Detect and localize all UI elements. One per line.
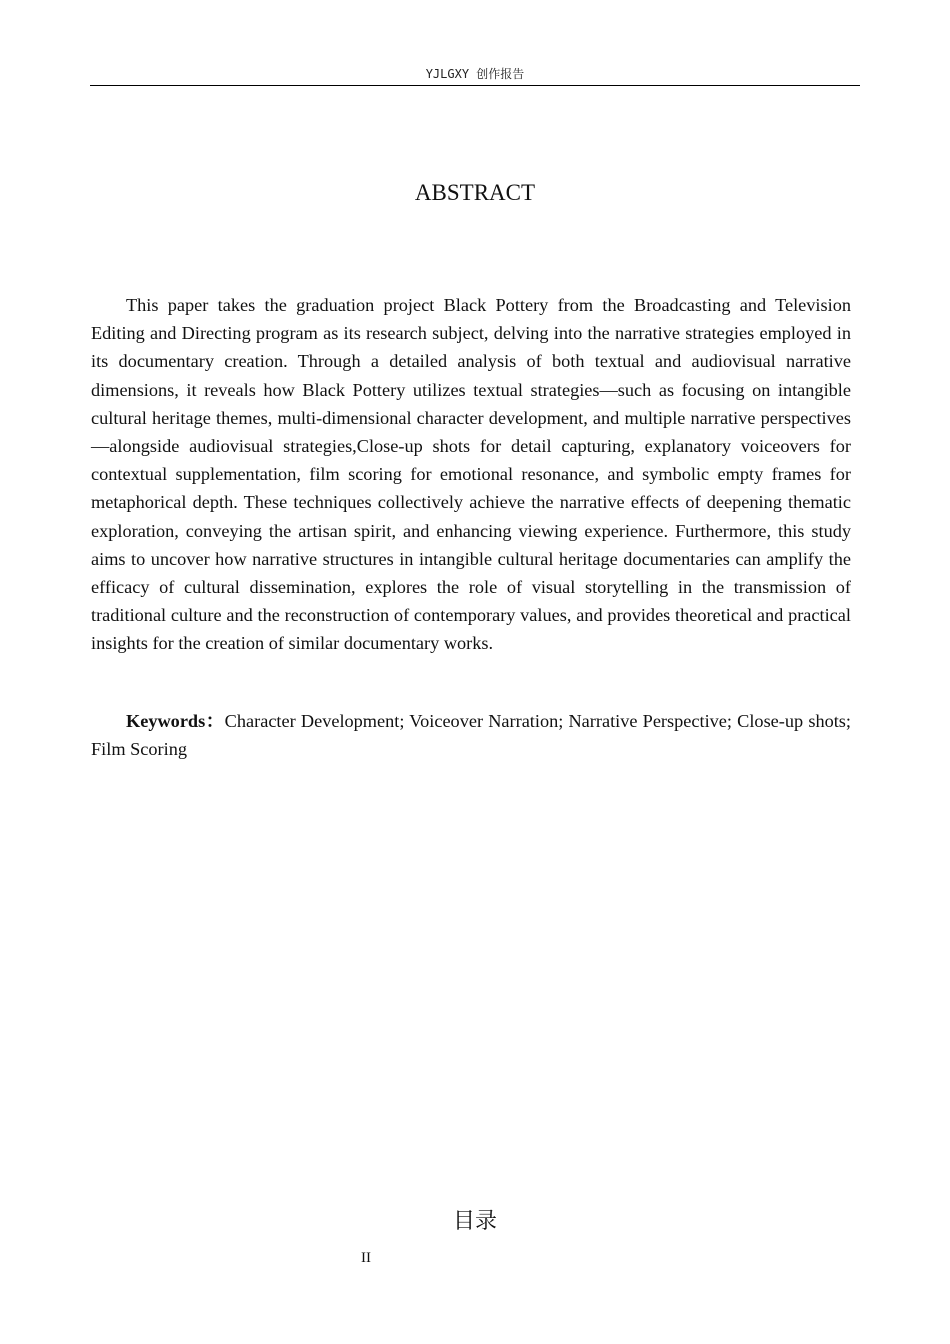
page-number: II [361,1250,371,1266]
running-header: YJLGXY 创作报告 [425,67,525,81]
keywords-text: Character Development; Voiceover Narration; Narrative Perspective; Close-up shots; Film Scoring [91,711,851,760]
keywords-label: Keywords： [126,711,225,731]
abstract-body: This paper takes the graduation project Black Pottery from the Broadcasting and Television Editing and Directing program as its research subject, delving into the narrative strategies employed in its documentary creation. Through a detailed analysis of both textual and audiovisual narrative dimensions, it reveals how Black Pottery utilizes textual strategies—such as focusing on intangible cultural heritage themes, multi-dimensional character development, and multiple narrative perspectives—alongside audiovisual strategies,Close-up shots for detail capturing, explanatory voiceovers for contextual supplementation, film scoring for emotional resonance, and symbolic empty frames for metaphorical depth. These techniques collectively achieve the narrative effects of deepening thematic exploration, conveying the artisan spirit, and enhancing viewing experience. Furthermore, this study aims to uncover how narrative structures in intangible cultural heritage documentaries can amplify the efficacy of cultural dissemination, explores the role of visual storytelling in the transmission of traditional culture and the reconstruction of contemporary values, and provides theoretical and practical insights for the creation of similar documentary works. [91,295,851,654]
header-rule [90,85,860,86]
abstract-heading: ABSTRACT [414,180,536,205]
keywords-paragraph [91,707,851,763]
toc-heading: 目录 [452,1209,497,1234]
